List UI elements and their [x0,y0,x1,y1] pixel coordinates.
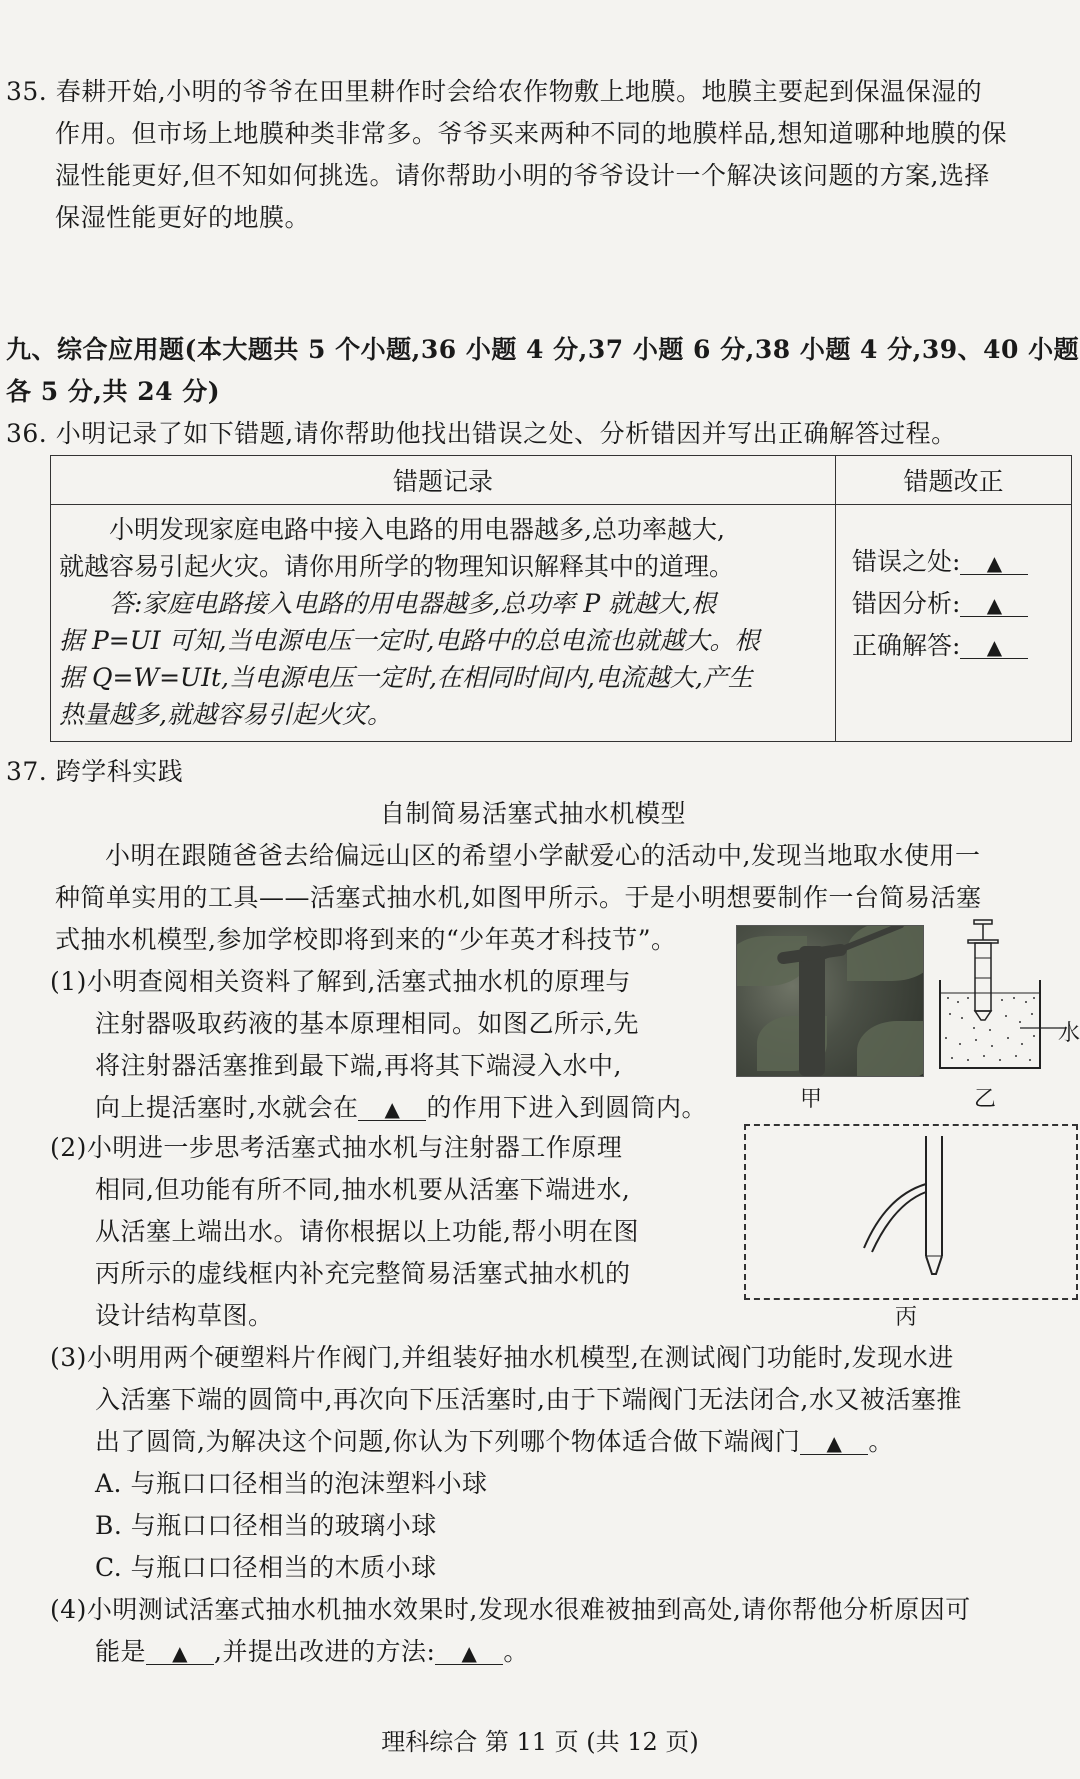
q37-p4-text: 能是 [95,1637,147,1666]
q37-intro-line-1: 小明在跟随爸爸去给偏远山区的希望小学献爱心的活动中,发现当地取水使用一 [105,841,981,870]
q37-p1-line-3: 将注射器活塞推到最下端,再将其下端浸入水中, [95,1051,622,1080]
answer-blank[interactable]: ▲ [960,594,1028,617]
q37-title: 自制简易活塞式抽水机模型 [380,799,687,828]
q37-intro-line-2: 种简单实用的工具——活塞式抽水机,如图甲所示。于是小明想要制作一台简易活塞 [55,883,982,912]
syringe-beaker-diagram [930,918,1078,1080]
correction-label: 错误之处: [852,547,961,576]
figure-jia-caption: 甲 [800,1087,823,1112]
section-heading-line-1: 九、综合应用题(本大题共 5 个小题,36 小题 4 分,37 小题 6 分,38 小题 4 分,39、40 小题 [6,335,1080,364]
option-c[interactable]: C. 与瓶口口径相当的木质小球 [95,1553,437,1582]
q35-line-3: 湿性能更好,但不知如何挑选。请你帮助小明的爷爷设计一个解决该问题的方案,选择 [55,161,990,190]
q37-number: 37. 跨学科实践 [6,757,184,786]
correction-label: 错因分析: [852,589,961,618]
water-label: 水 [1058,1021,1080,1046]
q37-p2-line-4: 丙所示的虚线框内补充完整简易活塞式抽水机的 [95,1259,631,1288]
answer-blank[interactable]: ▲ [960,636,1028,659]
q37-intro-line-3: 式抽水机模型,参加学校即将到来的“少年英才科技节”。 [55,925,677,954]
section-heading-line-2: 各 5 分,共 24 分) [6,377,221,406]
answer-blank[interactable]: ▲ [146,1642,214,1665]
option-a[interactable]: A. 与瓶口口径相当的泡沫塑料小球 [95,1469,488,1498]
q37-p1-line-2: 注射器吸取药液的基本原理相同。如图乙所示,先 [95,1009,639,1038]
q35-line-1: 35. 春耕开始,小明的爷爷在田里耕作时会给农作物敷上地膜。地膜主要起到保温保湿的 [6,77,983,106]
q37-p2-line-5: 设计结构草图。 [95,1301,274,1330]
q37-p1-text: 向上提活塞时,水就会在 [95,1093,359,1122]
q37-p3-line-3 [95,1422,894,1458]
table-header-record: 错题记录 [51,456,836,505]
answer-blank[interactable]: ▲ [358,1098,426,1121]
table-header-correction: 错题改正 [836,456,1072,505]
q35-line-2: 作用。但市场上地膜种类非常多。爷爷买来两种不同的地膜样品,想知道哪种地膜的保 [55,119,1007,148]
q35-line-4: 保湿性能更好的地膜。 [55,203,311,232]
correction-error-analysis [852,583,1061,625]
q37-p2-line-2: 相同,但功能有所不同,抽水机要从活塞下端进水, [95,1175,631,1204]
q37-p4-text: 。 [503,1637,529,1666]
q37-p2-line-1: (2)小明进一步思考活塞式抽水机与注射器工作原理 [50,1133,623,1162]
pump-sketch-area[interactable] [744,1124,1078,1300]
figure-bing-caption: 丙 [895,1305,918,1330]
record-line-1: 小明发现家庭电路中接入电路的用电器越多,总功率越大, [109,515,725,544]
record-line-2: 就越容易引起火灾。请你用所学的物理知识解释其中的道理。 [59,552,735,581]
answer-blank[interactable]: ▲ [435,1642,503,1665]
figure-yi-caption: 乙 [974,1087,997,1112]
correction-error-location [852,541,1061,583]
record-cell [51,505,836,742]
q37-p1-line-1: (1)小明查阅相关资料了解到,活塞式抽水机的原理与 [50,967,631,996]
hand-pump-photo [736,925,924,1077]
error-record-table [50,455,1072,742]
page-footer: 理科综合 第 11 页 (共 12 页) [381,1728,699,1756]
q37-p2-line-3: 从活塞上端出水。请你根据以上功能,帮小明在图 [95,1217,639,1246]
option-b[interactable]: B. 与瓶口口径相当的玻璃小球 [95,1511,437,1540]
q37-p4-text: ,并提出改进的方法: [214,1637,436,1666]
answer-line-3: 据 Q=W=UIt,当电源电压一定时,在相同时间内,电流越大,产生 [59,663,753,692]
answer-line-4: 热量越多,就越容易引起火灾。 [59,700,392,729]
q37-p4-line-1: (4)小明测试活塞式抽水机抽水效果时,发现水很难被抽到高处,请你帮他分析原因可 [50,1595,971,1624]
q37-p3-text: 出了圆筒,为解决这个问题,你认为下列哪个物体适合做下端阀门 [95,1427,801,1456]
q37-p3-line-1: (3)小明用两个硬塑料片作阀门,并组装好抽水机模型,在测试阀门功能时,发现水进 [50,1343,954,1372]
q37-p4-line-2 [95,1632,529,1668]
q37-p1-line-4 [95,1088,707,1124]
correction-label: 正确解答: [852,631,961,660]
answer-line-1: 答:家庭电路接入电路的用电器越多,总功率 P 就越大,根 [109,589,717,618]
answer-line-2: 据 P=UI 可知,当电源电压一定时,电路中的总电流也就越大。根 [59,626,760,655]
correction-cell [836,505,1072,742]
q36-stem: 36. 小明记录了如下错题,请你帮助他找出错误之处、分析错因并写出正确解答过程。 [6,419,957,448]
q37-p1-text: 的作用下进入到圆筒内。 [426,1093,707,1122]
answer-blank[interactable]: ▲ [960,552,1028,575]
pump-tube-sketch [746,1126,1076,1298]
q37-p3-line-2: 入活塞下端的圆筒中,再次向下压活塞时,由于下端阀门无法闭合,水又被活塞推 [95,1385,962,1414]
q37-p3-text: 。 [868,1427,894,1456]
correction-correct-answer [852,625,1061,667]
answer-blank[interactable]: ▲ [800,1432,868,1455]
